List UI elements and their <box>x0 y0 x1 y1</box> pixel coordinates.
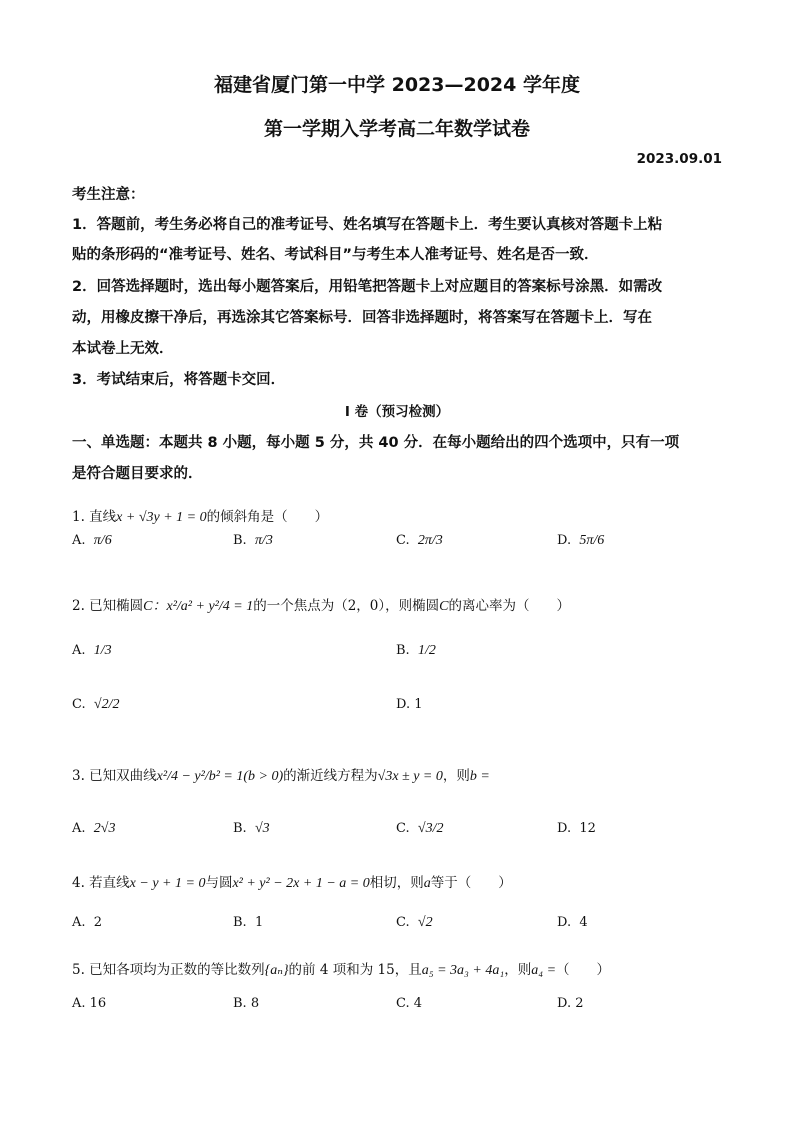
notice-item-2-line-2: 动，用橡皮擦干净后，再选涂其它答案标号．回答非选择题时，将答案写在答题卡上．写在 <box>72 310 652 326</box>
exam-date: 2023.09.01 <box>636 151 722 167</box>
question-5: 5. 已知各项均为正数的等比数列{aₙ}的前 4 项和为 15，且a₅ = 3a₃ + 4a₁，则a₄ =（ ） <box>72 962 611 978</box>
question-3-option-c: C. √3/2 <box>396 821 444 836</box>
question-5-option-c: C. 4 <box>396 996 423 1011</box>
notice-item-1-line-2: 贴的条形码的“准考证号、姓名、考试科目”与考生本人准考证号、姓名是否一致． <box>72 247 599 263</box>
page-subtitle: 第一学期入学考高二年数学试卷 <box>263 118 530 140</box>
notice-item-1-line-1: 1．答题前，考生务必将自己的准考证号、姓名填写在答题卡上．考生要认真核对答题卡上粘 <box>72 217 663 233</box>
question-4-circle-equation: x² + y² − 2x + 1 − a = 0 <box>232 876 370 891</box>
question-1-option-a: A. π/6 <box>72 533 112 548</box>
section-instruction-line-2: 是符合题目要求的． <box>72 466 203 482</box>
page-title: 福建省厦门第一中学 2023—2024 学年度 <box>214 74 580 96</box>
section-instruction-line-1: 一、单选题：本题共 8 小题，每小题 5 分，共 40 分．在每小题给出的四个选项中，只有一项 <box>72 435 680 451</box>
notice-item-2-line-3: 本试卷上无效． <box>72 341 174 357</box>
question-1-prefix: 1. 直线 <box>72 509 117 525</box>
question-3: 3. 已知双曲线x²/4 − y²/b² = 1(b > 0)的渐近线方程为√3x ± y = 0，则b = <box>72 768 490 784</box>
question-2-option-d: D. 1 <box>396 697 423 712</box>
question-1-option-d: D. 5π/6 <box>557 533 605 548</box>
question-4-line-equation: x − y + 1 = 0 <box>129 876 206 891</box>
question-5-sequence: {aₙ} <box>264 963 289 978</box>
question-5-option-b: B. 8 <box>233 996 260 1011</box>
question-2-option-a: A. 1/3 <box>72 643 112 658</box>
question-3-asymptote: √3x ± y = 0 <box>377 769 443 784</box>
notice-item-2-line-1: 2．回答选择题时，选出每小题答案后，用铅笔把答题卡上对应题目的答案标号涂黑．如需改 <box>72 279 663 295</box>
question-2-equation: C：x²/a² + y²/4 = 1 <box>143 599 254 614</box>
question-2: 2. 已知椭圆C：x²/a² + y²/4 = 1的一个焦点为（2，0），则椭圆C的离心率为（ ） <box>72 598 570 614</box>
question-4-option-c: C. √2 <box>396 915 433 930</box>
question-4-option-a: A. 2 <box>72 915 103 930</box>
question-5-option-a: A. 16 <box>72 996 107 1011</box>
question-1-option-c: C. 2π/3 <box>396 533 443 548</box>
question-1-suffix: 的倾斜角是（ ） <box>206 509 329 525</box>
question-1-option-b: B. π/3 <box>233 533 273 548</box>
section-title: I 卷（预习检测） <box>344 404 450 420</box>
notice-item-3: 3．考试结束后，将答题卡交回． <box>72 372 286 388</box>
question-1-equation: x + √3y + 1 = 0 <box>116 510 207 525</box>
question-4-option-b: B. 1 <box>233 915 264 930</box>
question-3-option-d: D. 12 <box>557 821 596 836</box>
question-3-equation: x²/4 − y²/b² = 1(b > 0) <box>156 769 284 784</box>
question-4-option-d: D. 4 <box>557 915 588 930</box>
question-2-option-b: B. 1/2 <box>396 643 436 658</box>
question-3-option-a: A. 2√3 <box>72 821 116 836</box>
notice-heading: 考生注意： <box>72 187 145 203</box>
question-3-option-b: B. √3 <box>233 821 270 836</box>
question-5-option-d: D. 2 <box>557 996 584 1011</box>
question-5-relation: a₅ = 3a₃ + 4a₁ <box>421 963 505 978</box>
question-2-option-c: C. √2/2 <box>72 697 120 712</box>
question-4: 4. 若直线x − y + 1 = 0与圆x² + y² − 2x + 1 − a = 0相切，则a等于（ ） <box>72 875 512 891</box>
question-1 <box>72 505 328 526</box>
